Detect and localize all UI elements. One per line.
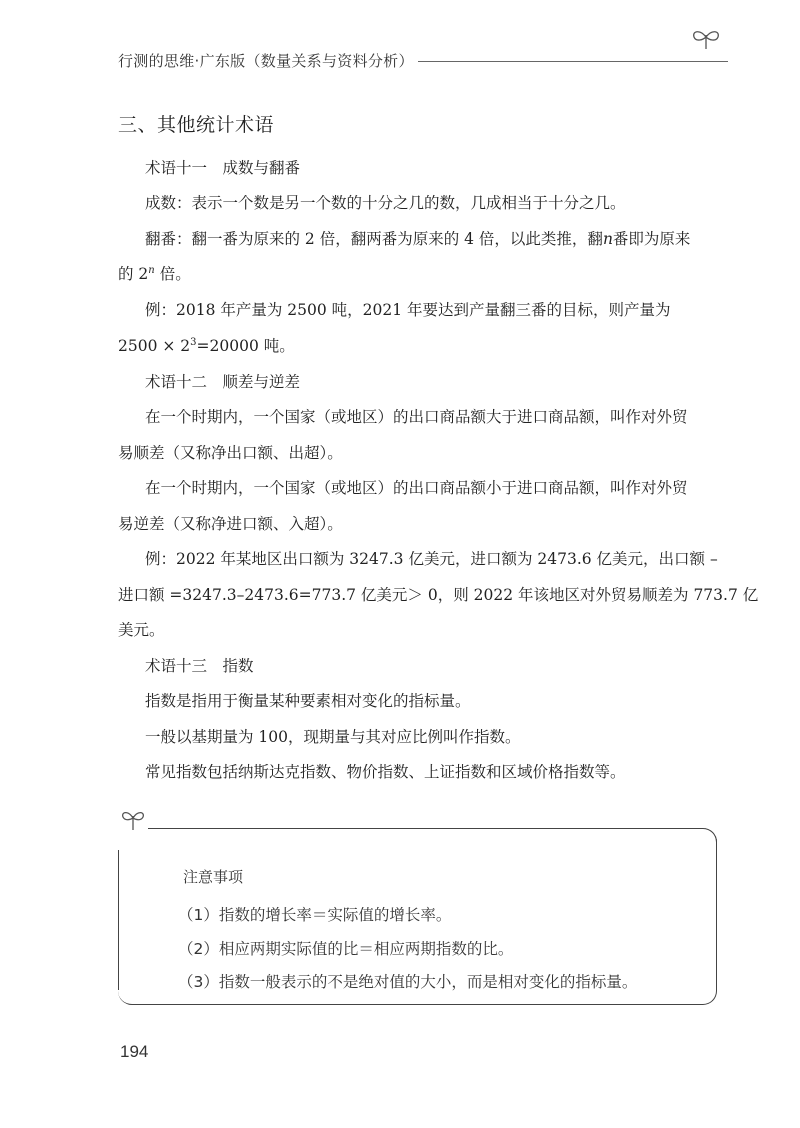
sprout-icon (688, 27, 724, 51)
example-trade-line-3: 美元。 (118, 621, 165, 639)
page-number: 194 (120, 1042, 149, 1061)
definition-fanfan-line-1: 翻番：翻一番为原来的 2 倍，翻两番为原来的 4 倍，以此类推，翻n番即为原来 (145, 230, 691, 248)
example-fanfan-line-1: 例：2018 年产量为 2500 吨，2021 年要达到产量翻三番的目标，则产量为 (145, 301, 671, 319)
example-trade-line-1: 例：2022 年某地区出口额为 3247.3 亿美元，进口额为 2473.6 亿美元，出口额 – (145, 550, 718, 568)
header-rule (418, 61, 728, 62)
term-heading-13: 术语十三 指数 (145, 657, 254, 675)
term-heading-11: 术语十一 成数与翻番 (145, 159, 301, 177)
surplus-line-2: 易顺差（又称净出口额、出超）。 (118, 444, 343, 462)
index-line-3: 常见指数包括纳斯达克指数、物价指数、上证指数和区域价格指数等。 (145, 763, 626, 781)
note-item-2: （2）相应两期实际值的比＝相应两期指数的比。 (178, 940, 514, 958)
section-title: 三、其他统计术语 (118, 114, 275, 136)
surplus-line-1: 在一个时期内，一个国家（或地区）的出口商品额大于进口商品额，叫作对外贸 (145, 408, 688, 426)
definition-fanfan-line-2: 的 2$^n$ 倍。 (118, 264, 191, 283)
definition-chengshu: 成数：表示一个数是另一个数的十分之几的数，几成相当于十分之几。 (145, 194, 626, 212)
running-header (118, 47, 728, 73)
deficit-line-1: 在一个时期内，一个国家（或地区）的出口商品额小于进口商品额，叫作对外贸 (145, 479, 688, 497)
index-line-2: 一般以基期量为 100，现期量与其对应比例叫作指数。 (145, 728, 521, 746)
header-title: 行测的思维·广东版（数量关系与资料分析） (118, 51, 414, 70)
deficit-line-2: 易逆差（又称净进口额、入超）。 (118, 515, 343, 533)
term-heading-12: 术语十二 顺差与逆差 (145, 373, 301, 391)
note-item-3: （3）指数一般表示的不是绝对值的大小，而是相对变化的指标量。 (178, 973, 638, 991)
note-title: 注意事项 (183, 868, 244, 886)
example-fanfan-line-2: $2500 \times 2^3=20000$ 吨。 (118, 336, 295, 355)
note-item-1: （1）指数的增长率＝实际值的增长率。 (178, 906, 452, 924)
example-trade-line-2: 进口额 =3247.3–2473.6=773.7 亿美元＞ 0，则 2022 年该地区对外贸易顺差为 773.7 亿 (118, 586, 759, 604)
index-line-1: 指数是指用于衡量某种要素相对变化的指标量。 (145, 692, 471, 710)
sprout-icon (118, 806, 148, 830)
